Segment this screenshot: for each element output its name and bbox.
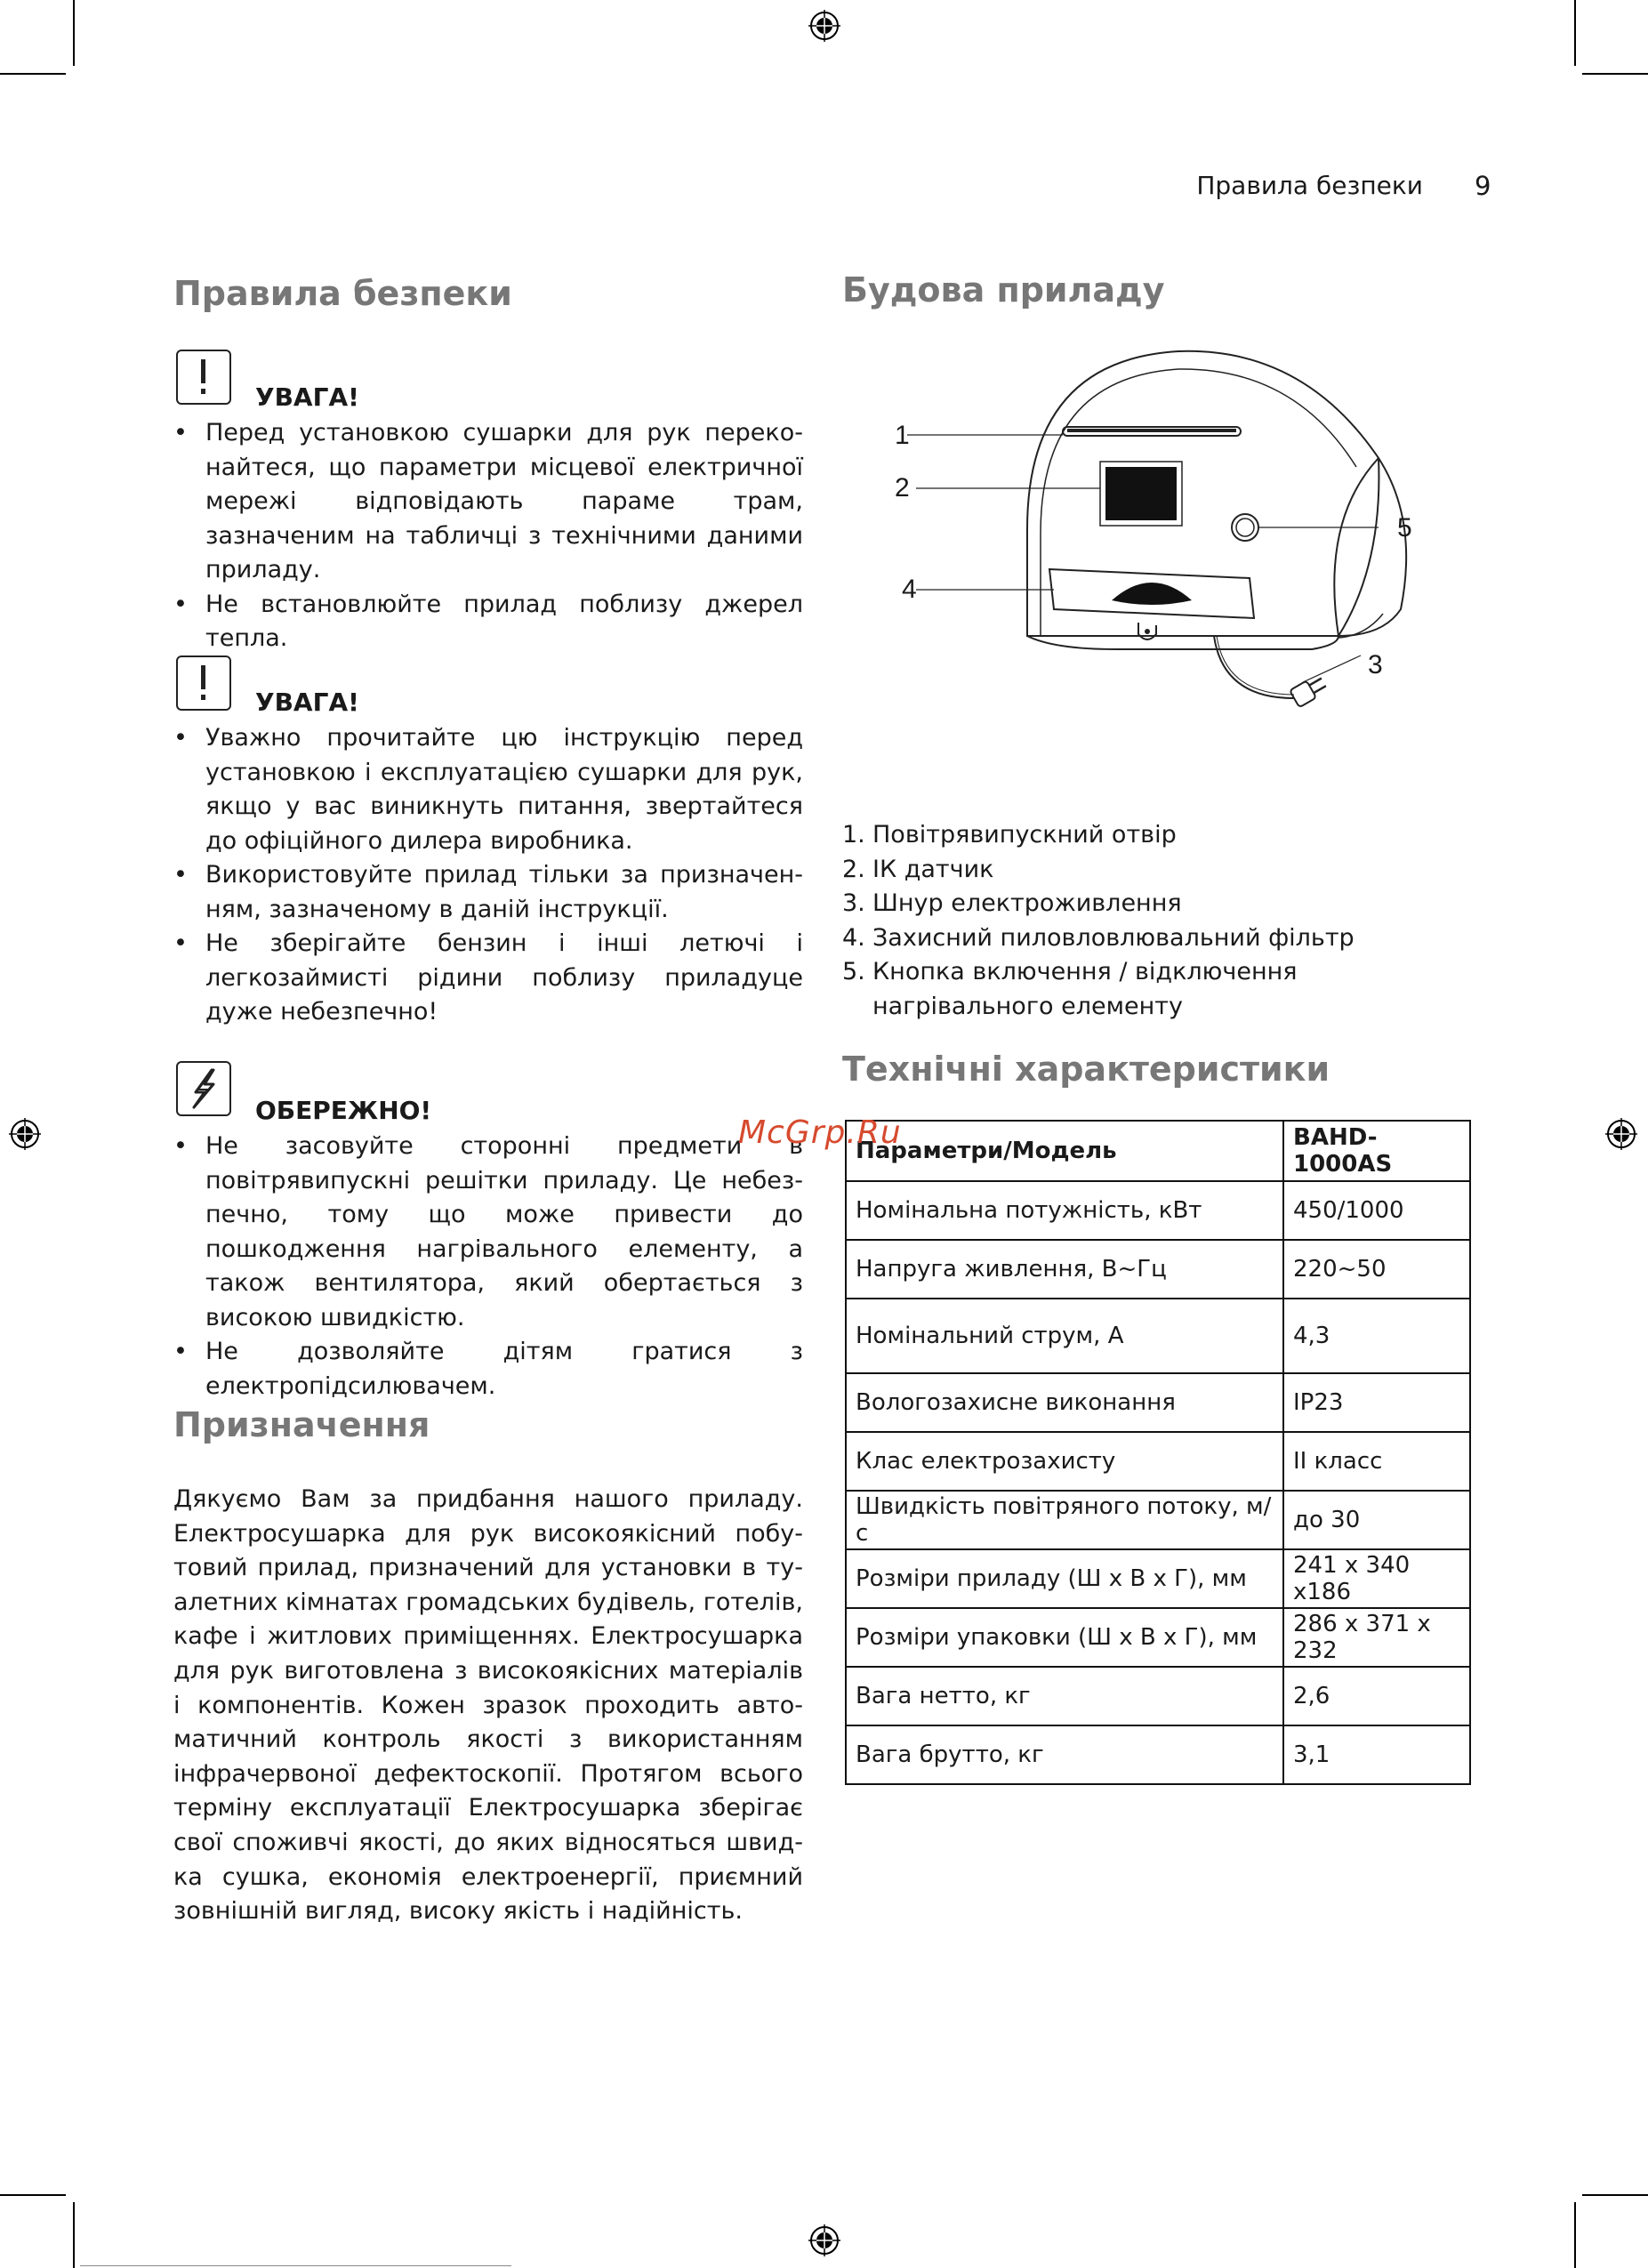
section-heading-device: Будова приладу: [842, 270, 1165, 310]
callout-2: 2: [895, 473, 910, 503]
warning-list: [173, 721, 803, 1030]
list-item: 4. Захисний пиловловлювальний фільтр: [842, 923, 1355, 952]
table-row: Розміри приладу (Ш х В х Г), мм 241 x 340 x186: [846, 1549, 1470, 1608]
table-header-cell: BAHD-1000AS: [1283, 1121, 1470, 1181]
warning-title: УВАГА!: [255, 688, 359, 717]
warning-list: [173, 416, 803, 656]
table-row: Вага нетто, кг 2,6: [846, 1667, 1470, 1725]
list-item: • Не зберігайте бензин і інші летючі і легкозаймисті рідини поблизу приладуце дуже небезпечно!: [173, 927, 803, 1030]
lightning-icon: [176, 1061, 231, 1116]
table-header-row: [846, 1121, 1470, 1181]
section-heading-specs: Технічні характеристики: [842, 1050, 1330, 1089]
registration-mark-icon: [807, 8, 842, 44]
callout-3: 3: [1368, 650, 1383, 680]
running-header: Правила безпеки: [1196, 171, 1423, 200]
callout-1: 1: [895, 421, 910, 450]
callout-4: 4: [902, 575, 917, 604]
exclamation-icon: [176, 655, 231, 711]
page-number: 9: [1475, 171, 1491, 201]
parts-list: [842, 818, 1483, 1024]
callout-5: 5: [1397, 513, 1412, 543]
table-row: Швидкість повітряного потоку, м/с до 30: [846, 1491, 1470, 1549]
crop-mark: [1582, 2194, 1648, 2196]
list-item: 5. Кнопка включення / відключення нагрівального елементу: [842, 958, 1298, 1020]
caution-title: ОБЕРЕЖНО!: [255, 1096, 432, 1125]
registration-mark-icon: [7, 1116, 43, 1152]
table-header-cell: Параметри/Модель: [846, 1121, 1283, 1181]
list-item: • Уважно прочитайте цю інструкцію перед установкою і експлуатацією сушарки для рук, якщо у вас виникнуть питання, звертайтеся до офіційного дилера виробника.: [173, 721, 803, 858]
registration-mark-icon: [807, 2223, 842, 2258]
section-heading-safety: Правила безпеки: [173, 274, 512, 313]
list-item: • Перед установкою сушарки для рук переконайтеся, що параметри місцевої електричної мережі відповідають параме трам, зазначеним на табличці з технічними даними приладу.: [173, 416, 803, 588]
list-item: 3. Шнур електроживлення: [842, 889, 1182, 917]
list-item: • Не дозволяйте дітям гратися з електропідсилювачем.: [173, 1335, 803, 1403]
table-row: Напруга живлення, В~Гц 220~50: [846, 1240, 1470, 1299]
device-diagram: [885, 342, 1436, 752]
table-row: Вага брутто, кг 3,1: [846, 1725, 1470, 1784]
crop-mark: [73, 2202, 75, 2268]
caution-list: [173, 1130, 803, 1403]
crop-mark: [0, 73, 66, 75]
list-item: • Не засовуйте сторонні предмети в повітрявипускні решітки приладу. Це небезпечно, тому що може привести до пошкодження нагрівального елементу, а також вентилятора, який обертається з високою швидкістю.: [173, 1130, 803, 1335]
table-row: Клас електрозахисту II класс: [846, 1432, 1470, 1491]
table-row: Розміри упаковки (Ш х В х Г), мм 286 x 371 x 232: [846, 1608, 1470, 1667]
table-row: Номінальний струм, А 4,3: [846, 1299, 1470, 1373]
table-row: Номінальна потужність, кВт 450/1000: [846, 1181, 1470, 1240]
registration-mark-icon: [1604, 1116, 1639, 1152]
slug-line: [80, 2265, 511, 2266]
table-row: Вологозахисне виконання IP23: [846, 1373, 1470, 1432]
purpose-paragraph: Дякуємо Вам за придбання нашого приладу. Електросушарка для рук високоякісний побутовий прилад, призначений для установки в туалетних кімнатах громадських будівель, готелів, кафе і житлових приміщеннях. Електросушарка для рук виготовлена з високоякісних матеріалів і компонентів. Кожен зразок проходить автоматичний контроль якості з використанням інфрачервоної дефектоскопії. Протягом всього терміну експлуатації Електросушарка зберігає свої споживчі якості, до яких відносяться швидка сушка, економія електроенергії, приємний зовнішній вигляд, високу якість і надійність.: [173, 1485, 803, 1926]
crop-mark: [73, 0, 75, 66]
crop-mark: [1574, 2202, 1576, 2268]
crop-mark: [1582, 73, 1648, 75]
list-item: 1. Повітрявипускний отвір: [842, 821, 1177, 848]
list-item: • Використовуйте прилад тільки за призначенням, зазначеному в даній інструкції.: [173, 858, 803, 927]
crop-mark: [1574, 0, 1576, 66]
section-heading-purpose: Призначення: [173, 1405, 430, 1444]
list-item: 2. ІК датчик: [842, 855, 994, 883]
warning-title: УВАГА!: [255, 382, 359, 412]
exclamation-icon: [176, 350, 231, 405]
spec-table: [845, 1120, 1471, 1785]
crop-mark: [0, 2194, 66, 2196]
list-item: • Не встановлюйте прилад поблизу джерел тепла.: [173, 588, 803, 656]
watermark: McGrp.Ru: [738, 1114, 902, 1151]
